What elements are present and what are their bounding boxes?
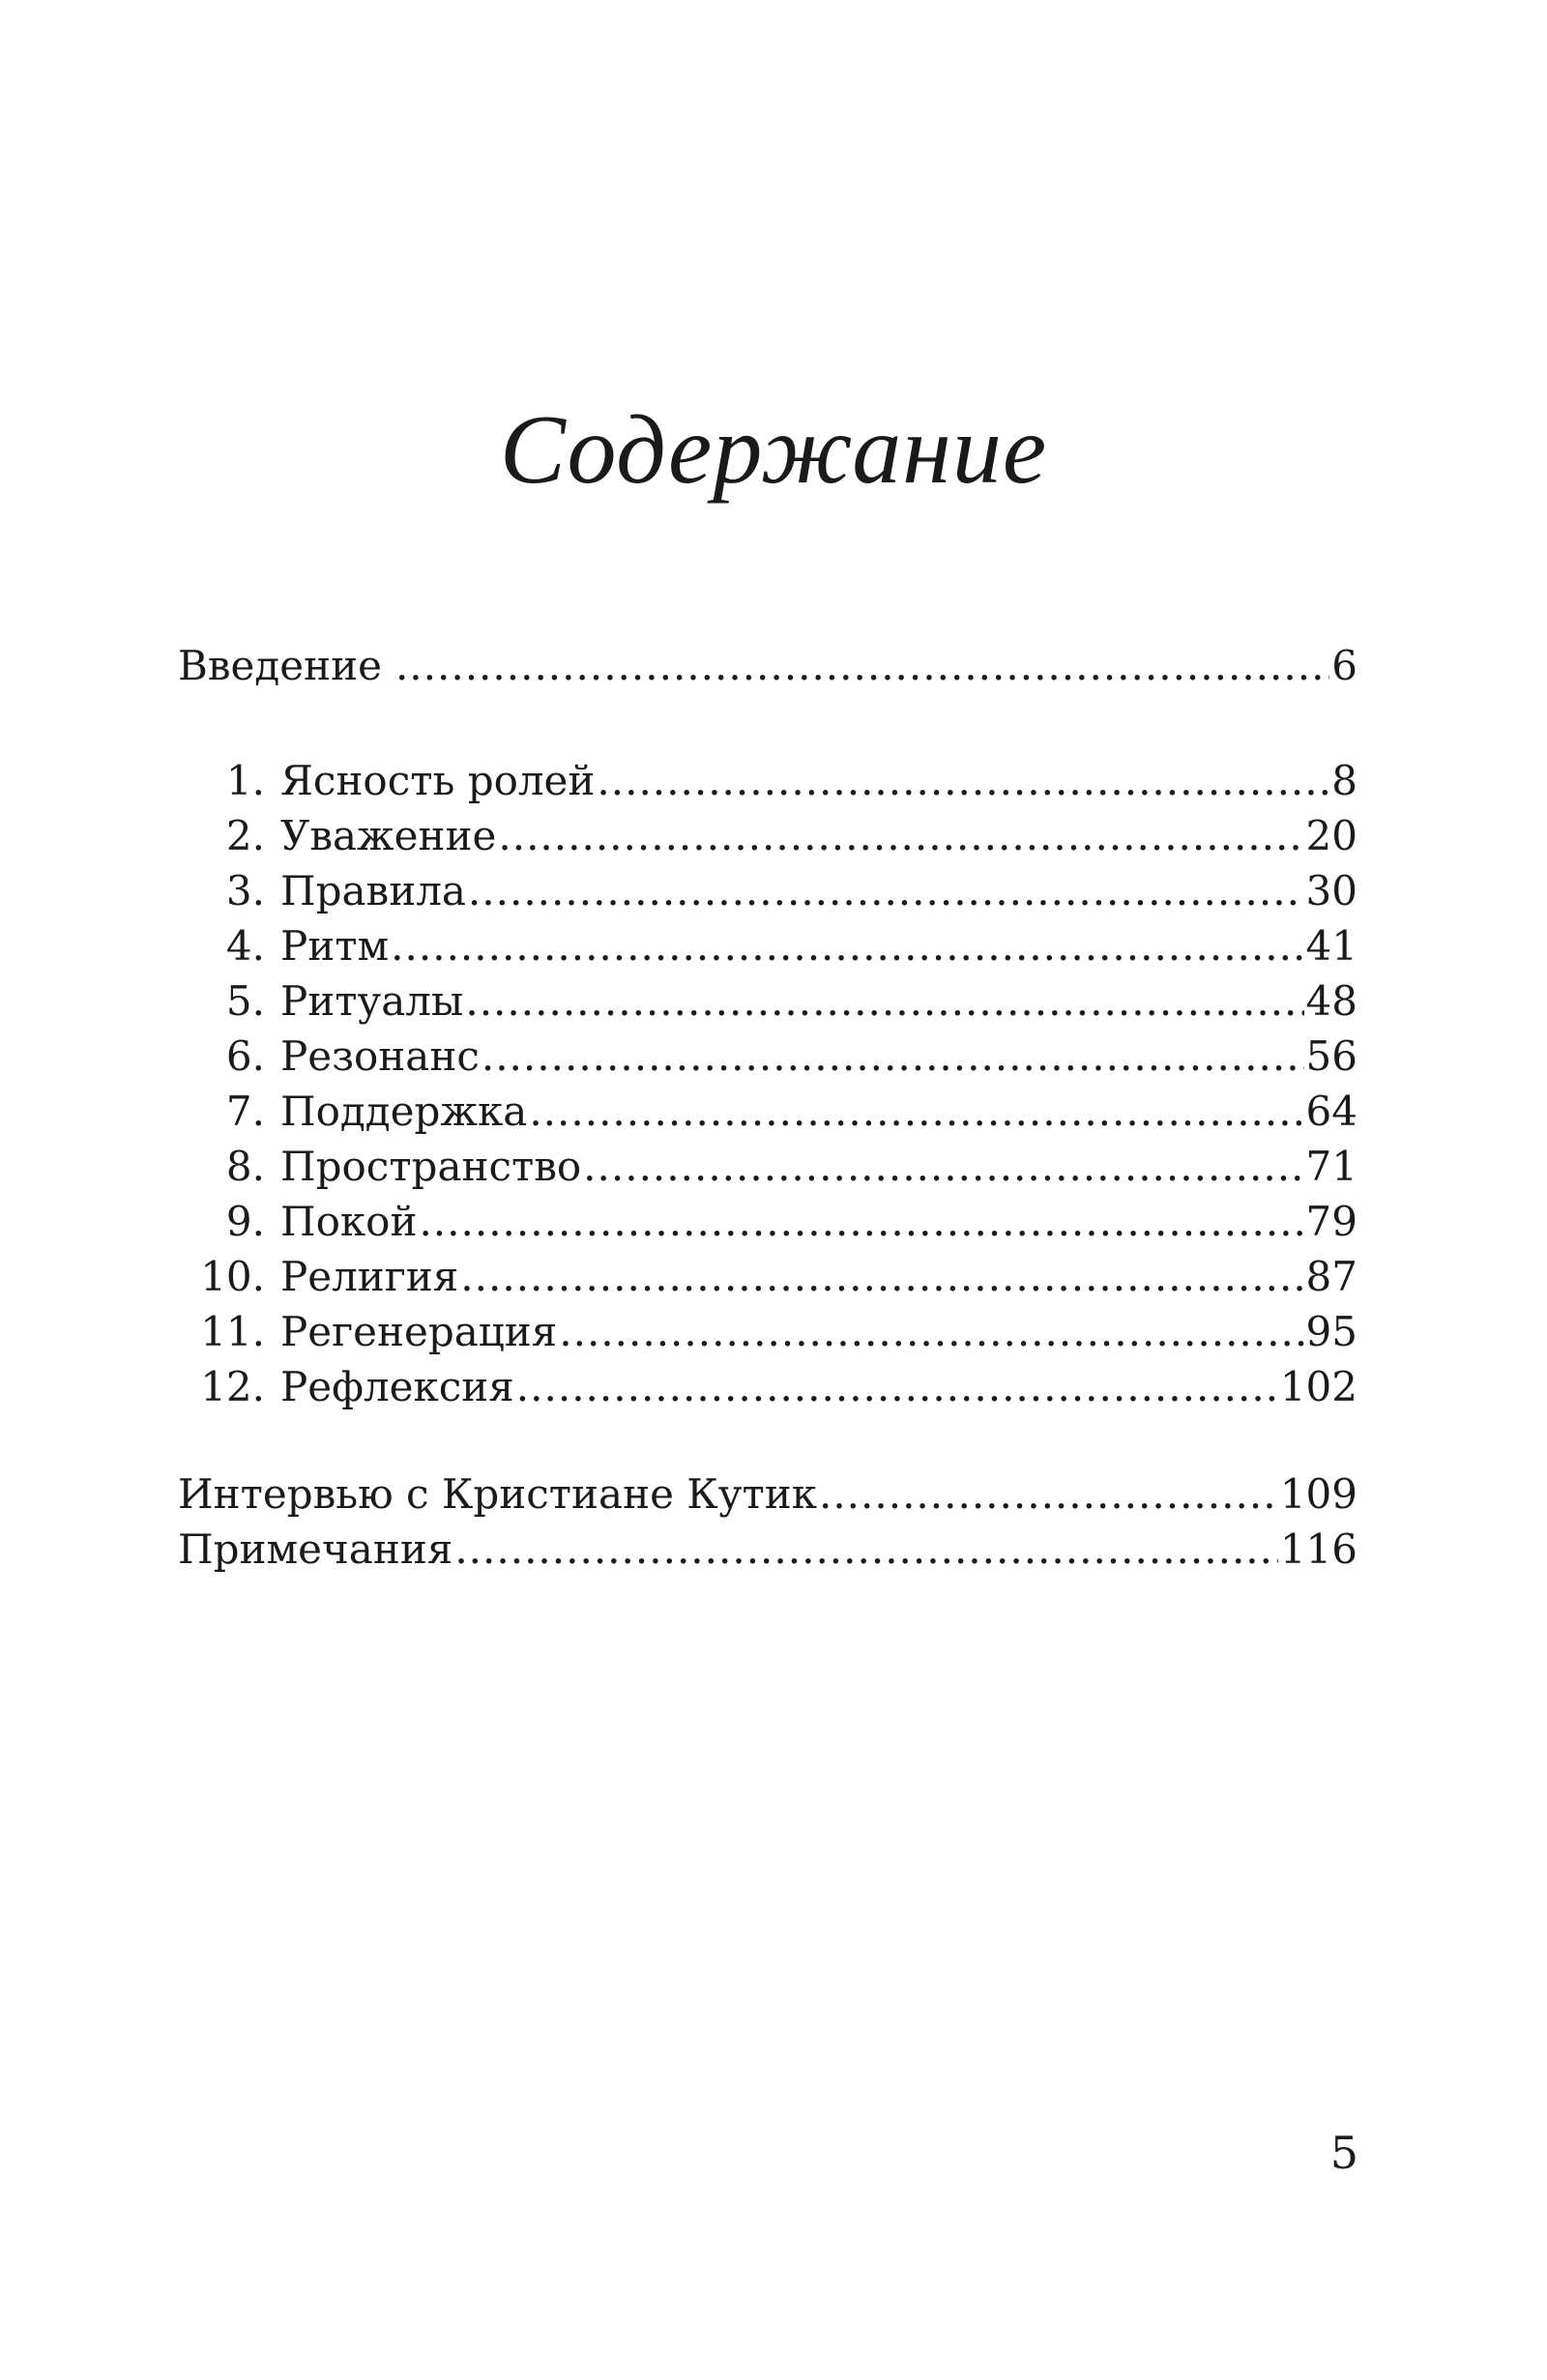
toc-entry-page: 64 xyxy=(1305,1088,1357,1135)
toc-entry-chapter[interactable] xyxy=(178,1029,1357,1084)
chapter-number: 1. xyxy=(225,757,265,804)
toc-entry-chapter[interactable] xyxy=(178,1359,1357,1414)
dot-leader xyxy=(559,1304,1303,1359)
chapter-number: 11. xyxy=(200,1308,265,1355)
toc-entry-chapter[interactable] xyxy=(178,753,1357,808)
toc-entry-label: Введение xyxy=(178,642,382,689)
toc-entry-label: Пространство xyxy=(280,1143,582,1190)
toc-entry-page: 71 xyxy=(1305,1143,1357,1190)
toc-entry-page: 30 xyxy=(1305,867,1357,914)
toc-entry-label: Поддержка xyxy=(280,1088,528,1135)
dot-leader xyxy=(460,1249,1303,1304)
dot-leader xyxy=(419,1194,1303,1249)
toc-entry-page: 20 xyxy=(1305,812,1357,859)
dot-leader xyxy=(395,638,1329,693)
toc-entry-label: Покой xyxy=(280,1198,418,1245)
chapter-number: 4. xyxy=(225,922,265,970)
toc-entry-label: Уважение xyxy=(280,812,497,859)
dot-leader xyxy=(583,1139,1303,1194)
toc-entry-page: 102 xyxy=(1279,1363,1357,1410)
toc-entry-page: 41 xyxy=(1305,922,1357,970)
dot-leader xyxy=(465,973,1303,1029)
chapter-number: 10. xyxy=(200,1253,265,1300)
toc-entry-label: Ритуалы xyxy=(280,977,464,1025)
chapter-number: 7. xyxy=(225,1088,265,1135)
dot-leader xyxy=(819,1466,1278,1522)
toc-entry-chapter[interactable] xyxy=(178,973,1357,1029)
dot-leader xyxy=(516,1359,1278,1414)
toc-entry-page: 87 xyxy=(1305,1253,1357,1300)
toc-entry-page: 8 xyxy=(1331,757,1357,804)
toc-entry-notes[interactable] xyxy=(178,1522,1357,1577)
toc-entry-page: 109 xyxy=(1279,1470,1357,1518)
toc-entry-label: Интервью с Кристиане Кутик xyxy=(178,1470,817,1518)
toc-entry-label: Религия xyxy=(280,1253,459,1300)
toc-entry-interview[interactable] xyxy=(178,1466,1357,1522)
dot-leader xyxy=(391,918,1303,973)
chapter-number: 3. xyxy=(225,867,265,914)
dot-leader xyxy=(529,1084,1303,1139)
dot-leader xyxy=(454,1522,1278,1577)
toc-entry-chapter[interactable] xyxy=(178,918,1357,973)
page-title: Содержание xyxy=(499,395,1048,505)
toc-entry-page: 6 xyxy=(1331,642,1357,689)
chapter-number: 2. xyxy=(225,812,265,859)
chapter-number: 5. xyxy=(225,977,265,1025)
toc-entry-label: Резонанс xyxy=(280,1032,480,1080)
toc-entry-page: 116 xyxy=(1279,1525,1357,1573)
dot-leader xyxy=(468,863,1304,918)
toc-entry-label: Правила xyxy=(280,867,466,914)
toc-entry-page: 95 xyxy=(1305,1308,1357,1355)
toc-entry-label: Примечания xyxy=(178,1525,453,1573)
chapter-number: 12. xyxy=(200,1363,265,1410)
toc-entry-chapter[interactable] xyxy=(178,1194,1357,1249)
page-number: 5 xyxy=(1329,2127,1358,2179)
dot-leader xyxy=(482,1029,1304,1084)
chapter-number: 6. xyxy=(225,1032,265,1080)
toc-entry-chapter[interactable] xyxy=(178,1249,1357,1304)
toc-entry-page: 56 xyxy=(1305,1032,1357,1080)
toc-entry-chapter[interactable] xyxy=(178,1084,1357,1139)
chapter-number: 9. xyxy=(225,1198,265,1245)
dot-leader xyxy=(498,808,1303,863)
toc-entry-label: Ясность ролей xyxy=(280,757,596,804)
toc-entry-label: Рефлексия xyxy=(280,1363,514,1410)
toc-entry-page: 48 xyxy=(1305,977,1357,1025)
toc-entry-label: Регенерация xyxy=(280,1308,558,1355)
toc-entry-chapter[interactable] xyxy=(178,863,1357,918)
toc-entry-page: 79 xyxy=(1305,1198,1357,1245)
chapter-number: 8. xyxy=(225,1143,265,1190)
table-of-contents xyxy=(178,638,1357,1577)
toc-entry-chapter[interactable] xyxy=(178,808,1357,863)
toc-entry-label: Ритм xyxy=(280,922,390,970)
dot-leader xyxy=(597,753,1329,808)
toc-entry-intro[interactable] xyxy=(178,638,1357,693)
toc-entry-chapter[interactable] xyxy=(178,1139,1357,1194)
toc-entry-chapter[interactable] xyxy=(178,1304,1357,1359)
